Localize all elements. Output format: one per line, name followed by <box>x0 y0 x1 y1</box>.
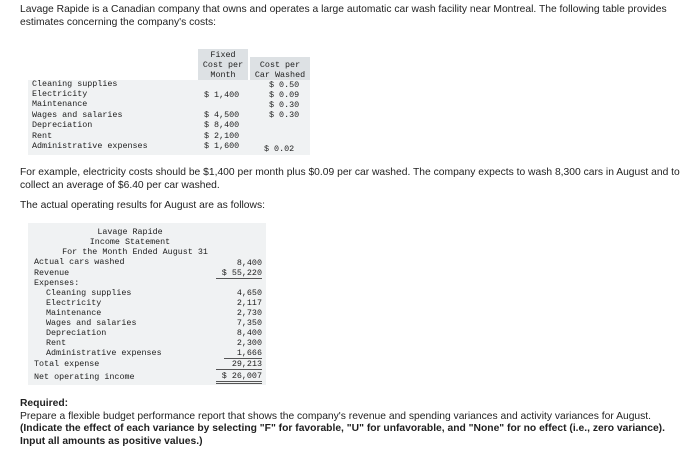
cost-row-label: Administrative expenses <box>32 141 148 151</box>
expense-value: 8,400 <box>236 328 262 338</box>
cost-row-label: Depreciation <box>32 120 93 130</box>
expense-value: 2,300 <box>236 338 262 348</box>
fixed-header-line-3: Month <box>210 70 236 80</box>
required-heading: Required: <box>20 398 69 409</box>
cost-row-label: Rent <box>32 131 53 141</box>
revenue-underline <box>216 278 262 279</box>
cost-row-label: Electricity <box>32 89 88 99</box>
expense-value: 1,666 <box>236 348 262 358</box>
cost-row-fixed: $ 8,400 <box>204 120 240 130</box>
required-text-block <box>20 411 690 449</box>
cost-row-fixed: $ 1,600 <box>204 141 240 151</box>
cost-row-variable: $ 0.30 <box>269 100 300 110</box>
cars-washed-label: Actual cars washed <box>34 257 125 267</box>
revenue-value: $ 55,220 <box>221 268 262 278</box>
expense-label: Depreciation <box>46 328 107 338</box>
required-text: Prepare a flexible budget performance report that shows the company's revenue and spending variances and activity variances for August. <box>20 410 652 422</box>
variable-header-line-1: Cost per <box>259 60 301 70</box>
expense-label: Electricity <box>46 298 102 308</box>
required-instruction: (Indicate the effect of each variance by selecting "F" for favorable, "U" for unfavorable, and "None" for no effect (i.e., zero variance). Input all amounts as positive values.) <box>20 423 665 447</box>
actual-results-intro: The actual operating results for August are as follows: <box>20 200 265 211</box>
cost-row-label: Maintenance <box>32 99 88 109</box>
expense-label: Administrative expenses <box>46 348 162 358</box>
cost-row-label: Cleaning supplies <box>32 79 118 89</box>
statement-title-name: Income Statement <box>89 237 171 247</box>
cost-row-fixed: $ 4,500 <box>204 110 240 120</box>
expense-value: 7,350 <box>236 318 262 328</box>
fixed-header-line-2: Cost per <box>202 60 244 70</box>
revenue-label: Revenue <box>34 268 70 278</box>
fixed-header-line-1: Fixed <box>210 50 236 60</box>
net-income-label: Net operating income <box>34 372 135 382</box>
cost-row-variable: $ 0.30 <box>269 110 300 120</box>
cost-row-fixed: $ 2,100 <box>204 131 240 141</box>
total-underline <box>216 369 262 370</box>
net-income-double-underline-1 <box>216 381 262 382</box>
example-paragraph: For example, electricity costs should be $1,400 per month plus $0.09 per car washed. The company expects to wash 8,300 cars in August and to collect an average of $6.40 per car washed. <box>20 167 680 191</box>
cars-washed-value: 8,400 <box>236 258 262 268</box>
variable-header-line-2: Car Washed <box>254 70 306 80</box>
required-section <box>20 398 690 448</box>
total-expense-label: Total expense <box>34 359 100 369</box>
cost-row-label: Wages and salaries <box>32 110 123 120</box>
total-expense-value: 29,213 <box>231 359 262 369</box>
expense-value: 4,650 <box>236 288 262 298</box>
intro-paragraph: Lavage Rapide is a Canadian company that owns and operates a large automatic car wash facility near Montreal. The following table provides estimates concerning the company's costs: <box>20 4 667 28</box>
cost-row-variable: $ 0.50 <box>269 80 300 90</box>
cost-row-fixed: $ 1,400 <box>204 90 240 100</box>
statement-title-company: Lavage Rapide <box>97 227 163 237</box>
cost-row-variable: $ 0.02 <box>264 144 295 154</box>
cost-row-variable: $ 0.09 <box>269 90 300 100</box>
expense-label: Rent <box>46 338 67 348</box>
expenses-label: Expenses: <box>34 278 80 288</box>
expense-value: 2,117 <box>236 298 262 308</box>
expense-label: Wages and salaries <box>46 318 137 328</box>
net-income-double-underline-2 <box>216 383 262 384</box>
statement-title-period: For the Month Ended August 31 <box>62 247 208 257</box>
expense-label: Maintenance <box>46 308 102 318</box>
expense-value: 2,730 <box>236 308 262 318</box>
expense-label: Cleaning supplies <box>46 288 132 298</box>
net-income-value: $ 26,007 <box>221 371 262 381</box>
